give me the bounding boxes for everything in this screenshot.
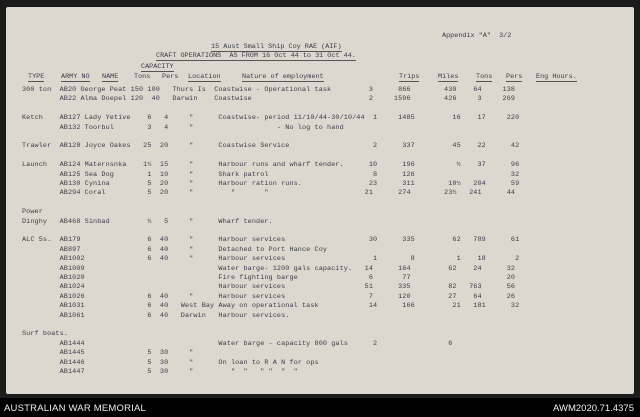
table-row: AB132 Toorbul 3 4 " - No log to hand — [22, 123, 344, 132]
col-army-no: ARMY NO — [61, 73, 90, 81]
col-trips: Trips — [399, 73, 420, 81]
table-row: AB130 Cynina 5 20 " Harbour ration runs. 23 311 10½ 204 59 — [22, 180, 520, 188]
table-row: AB897 6 40 " Detached to Port Hance Coy — [22, 245, 328, 254]
table-row: AB1445 5 30 " — [22, 349, 194, 358]
table-row: AB1444 Water barge - capacity 800 gals 2 6 — [22, 339, 453, 348]
document-page — [6, 7, 634, 394]
col-pers: Pers — [162, 73, 179, 81]
document-subtitle: CRAFT OPERATIONS AS FROM 16 Oct 44 to 31 Oct 44. — [156, 52, 356, 60]
table-row: Trawler AB128 Joyce Oakes 25 20 " Coastwise Service 2 337 45 22 42 — [22, 142, 520, 151]
col-eng-hours: Eng Hours. — [536, 73, 577, 81]
footer-accession-number: AWM2020.71.4375 — [553, 403, 634, 414]
table-row: AB1020 Fire fighting barge 6 77 20 — [22, 274, 516, 282]
table-row: AB1002 6 40 " Harbour services 1 8 1 18 2 — [22, 255, 520, 264]
col-pers-carried: Pers — [506, 73, 523, 81]
table-row: AB1026 6 40 " Harbour services 7 120 27 64 26 — [22, 292, 516, 301]
col-tons-carried: Tons — [476, 73, 493, 81]
table-row: AB1031 6 40 West Bay Away on operational task 14 166 21 181 32 — [22, 302, 520, 311]
col-nature: Nature of employment — [242, 73, 324, 81]
col-type: TYPE — [28, 73, 45, 81]
col-location: Location — [188, 73, 221, 81]
table-row: AB1061 6 40 Darwin Harbour services. — [22, 311, 290, 320]
document-title: 15 Aust Small Ship Coy RAE (AIF) — [211, 43, 342, 51]
table-row: AB1024 Harbour services 51 335 82 763 56 — [22, 283, 516, 292]
table-row: Launch AB124 Maternsnka 1½ 15 " Harbour runs and wharf tender. 10 196 ½ 37 96 — [22, 161, 520, 170]
table-row: Dinghy AB468 Sinbad ½ 5 " Wharf tender. — [22, 217, 273, 226]
col-miles: Miles — [438, 73, 459, 81]
table-row: AB22 Alma Doepel 120 40 Darwin Coastwise 2 1596 426 3 269 — [22, 95, 516, 104]
table-row: 300 ton AB20 George Peat 150 100 Thurs Is Coastwise - Operational task 3 866 430 64 138 — [22, 86, 516, 94]
archive-footer — [0, 398, 640, 417]
footer-institution: AUSTRALIAN WAR MEMORIAL — [4, 403, 147, 414]
table-row: AB294 Coral 5 20 " " " 21 274 23½ 241 44 — [22, 189, 516, 198]
capacity-header: CAPACITY — [141, 63, 174, 71]
table-row: ALC 5s. AB179 6 40 " Harbour services 30 335 62 789 61 — [22, 236, 520, 245]
appendix-label: Appendix "A" 3/2 — [442, 32, 512, 40]
table-row: AB1447 5 30 " " " " " " " — [22, 368, 298, 376]
table-row: AB1009 Water barge- 1200 gals capacity. 14 164 62 24 32 — [22, 264, 516, 273]
col-tons: Tons — [134, 73, 151, 81]
table-row: AB1446 5 30 " On loan to R A N for ops — [22, 358, 319, 367]
table-row: AB125 Sea Dog 1 10 " Shark patrol 8 126 32 — [22, 170, 520, 179]
table-row: Ketch AB127 Lady Yetive 6 4 " Coastwise- period 11/10/44-30/10/44 1 1485 16 17 220 — [22, 114, 520, 123]
table-row: Surf boats. — [22, 330, 68, 339]
table-row: Power — [22, 208, 43, 217]
col-name: NAME — [102, 73, 119, 81]
